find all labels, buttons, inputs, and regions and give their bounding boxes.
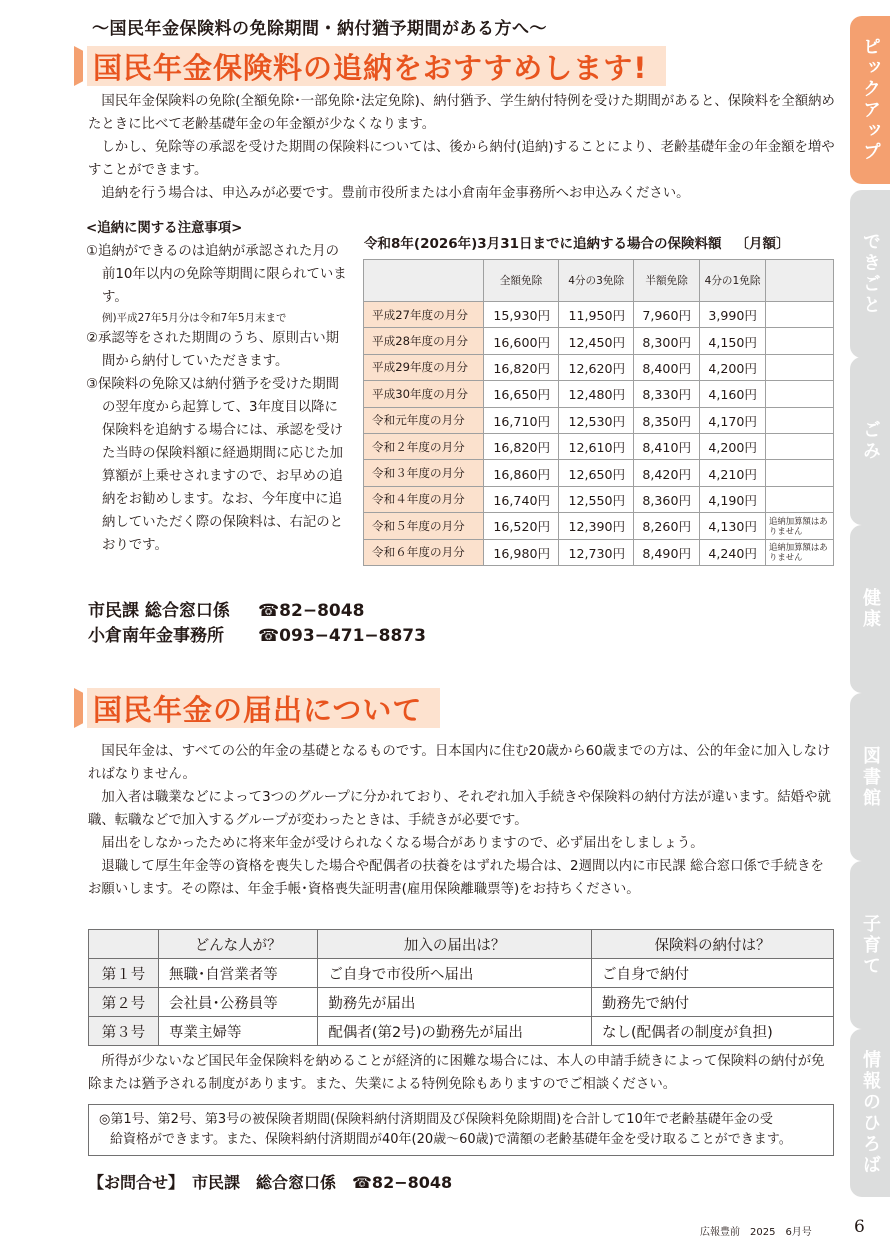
fee-table-header: 4分の1免除	[700, 260, 766, 302]
fee-cell: 4,150円	[700, 328, 766, 354]
fee-cell: 16,980円	[484, 539, 559, 565]
fee-row-label: 平成30年度の月分	[364, 381, 484, 407]
tab-info-plaza[interactable]	[850, 1029, 890, 1197]
table-row	[364, 539, 834, 565]
table-row	[364, 381, 834, 407]
fee-table-header-row	[364, 260, 834, 302]
type-cell: 会社員･公務員等	[159, 988, 318, 1017]
fee-cell: 8,400円	[634, 354, 700, 380]
table-row	[364, 302, 834, 328]
type-cell: 第２号	[89, 988, 159, 1017]
fee-row-label: 令和６年度の月分	[364, 539, 484, 565]
type-table-header: 加入の届出は？	[318, 930, 592, 959]
fee-cell: 12,480円	[559, 381, 634, 407]
fee-table-header	[766, 260, 834, 302]
type-cell: 専業主婦等	[159, 1017, 318, 1046]
fee-cell: 8,260円	[634, 513, 700, 539]
fee-cell: 12,550円	[559, 486, 634, 512]
type-cell: 第３号	[89, 1017, 159, 1046]
body-paragraph: 届出をしなかったために将来年金が受けられなくなる場合がありますので、必ず届出をしましょう。	[101, 836, 704, 851]
fee-cell: 16,740円	[484, 486, 559, 512]
fee-cell: 12,450円	[559, 328, 634, 354]
fee-row-label: 平成28年度の月分	[364, 328, 484, 354]
fee-cell: 16,820円	[484, 354, 559, 380]
section1-title: 国民年金保険料の追納をおすすめします!	[93, 50, 648, 85]
contact-city-office	[88, 596, 364, 621]
fee-cell: 12,620円	[559, 354, 634, 380]
tab-label: 情報のひろば	[860, 1050, 881, 1176]
fee-table-header: 全額免除	[484, 260, 559, 302]
notice-line: 給資格ができます。また、保険料納付済期間が40年(20歳～60歳)で満額の老齢基礎年金を受け取ることができます。	[110, 1132, 792, 1147]
notes-heading: <追納に関する注意事項>	[86, 221, 243, 236]
note-item-2: ②承認等をされた期間のうち、原則古い期間から納付していただきます。	[86, 331, 340, 369]
fee-cell: 4,160円	[700, 381, 766, 407]
fee-cell: 15,930円	[484, 302, 559, 328]
inquiry-contact: 【お問合せ】 市民課 総合窓口係 ☎82−8048	[88, 1173, 453, 1192]
fee-cell: 3,990円	[700, 302, 766, 328]
fee-table-title	[364, 232, 790, 252]
fee-cell: 12,730円	[559, 539, 634, 565]
fee-cell: 8,490円	[634, 539, 700, 565]
type-cell: 勤務先が届出	[318, 988, 592, 1017]
fee-cell: 8,350円	[634, 407, 700, 433]
fee-row-label: 平成27年度の月分	[364, 302, 484, 328]
intro-paragraph: しかし、免除等の承認を受けた期間の保険料については、後から納付(追納)することにより、老齢基礎年金の年金額を増やすことができます。	[88, 140, 835, 178]
fee-table-header: 半額免除	[634, 260, 700, 302]
body-paragraph: 加入者は職業などによって3つのグループに分かれており、それぞれ加入手続きや保険料の納付方法が違います。結婚や就職、転職などで加入するグループが変わったときは、手続きが必要です。	[88, 790, 831, 828]
fee-cell: 4,130円	[700, 513, 766, 539]
note-example: 例)平成27年5月分は令和7年5月末まで	[102, 312, 287, 324]
fee-cell: 12,390円	[559, 513, 634, 539]
intro-paragraph: 国民年金保険料の免除(全額免除･一部免除･法定免除)、納付猶予、学生納付特例を受けた期間があると、保険料を全額納めたときに比べて老齢基礎年金の年金額が少なくなります。	[88, 94, 835, 132]
fee-note-cell	[766, 302, 834, 328]
fee-note-cell: 追納加算額はありません	[766, 539, 834, 565]
table-row	[364, 433, 834, 459]
fee-cell: 4,190円	[700, 486, 766, 512]
fee-cell: 12,650円	[559, 460, 634, 486]
contact-pension-office	[88, 621, 426, 646]
fee-cell: 11,950円	[559, 302, 634, 328]
type-table-header-row	[89, 930, 834, 959]
tab-health[interactable]	[850, 525, 890, 693]
insured-type-table	[88, 929, 834, 1046]
contact-org: 小倉南年金事務所	[88, 626, 224, 646]
exemption-paragraph: 所得が少ないなど国民年金保険料を納めることが経済的に困難な場合には、本人の申請手続きによって保険料の納付が免除または猶予される制度があります。また、失業による特例免除もありますのでご相談ください。	[88, 1054, 825, 1092]
tab-garbage[interactable]	[850, 357, 890, 525]
fee-cell: 8,410円	[634, 433, 700, 459]
fee-note-cell	[766, 381, 834, 407]
table-row	[89, 959, 834, 988]
section2-body	[88, 740, 836, 901]
fee-table-header	[364, 260, 484, 302]
type-cell: なし(配偶者の制度が負担)	[591, 1017, 833, 1046]
notice-line: ◎第1号、第2号、第3号の被保険者期間(保険料納付済期間及び保険料免除期間)を合計して10年で老齢基礎年金の受	[99, 1112, 773, 1127]
fee-cell: 7,960円	[634, 302, 700, 328]
late-payment-fee-table	[363, 259, 834, 566]
late-payment-notes	[86, 217, 348, 557]
fee-cell: 16,600円	[484, 328, 559, 354]
fee-cell: 16,710円	[484, 407, 559, 433]
fee-note-cell	[766, 328, 834, 354]
fee-cell: 4,210円	[700, 460, 766, 486]
page-number: 6	[854, 1217, 865, 1237]
fee-cell: 8,330円	[634, 381, 700, 407]
fee-cell: 4,200円	[700, 433, 766, 459]
fee-row-label: 令和４年度の月分	[364, 486, 484, 512]
fee-note-cell: 追納加算額はありません	[766, 513, 834, 539]
fee-table-header: 4分の3免除	[559, 260, 634, 302]
intro-paragraph: 追納を行う場合は、申込みが必要です。豊前市役所または小倉南年金事務所へお申込みください。	[101, 186, 690, 201]
fee-note-cell	[766, 433, 834, 459]
fee-cell: 16,650円	[484, 381, 559, 407]
fee-table-unit: 〔月額〕	[735, 236, 790, 252]
tab-label: 健康	[860, 588, 881, 630]
fee-cell: 12,610円	[559, 433, 634, 459]
tab-childcare[interactable]	[850, 861, 890, 1029]
section1-title-banner	[74, 46, 666, 86]
contact-org: 市民課 総合窓口係	[88, 601, 230, 621]
tab-label: ごみ	[860, 420, 881, 462]
fee-cell: 4,240円	[700, 539, 766, 565]
fee-cell: 16,820円	[484, 433, 559, 459]
section1-intro	[88, 90, 836, 205]
table-row	[364, 460, 834, 486]
section2-title: 国民年金の届出について	[93, 692, 423, 727]
fee-row-label: 令和５年度の月分	[364, 513, 484, 539]
fee-row-label: 平成29年度の月分	[364, 354, 484, 380]
contact-tel: ☎82−8048	[258, 601, 365, 621]
tab-library[interactable]	[850, 693, 890, 861]
type-table-header	[89, 930, 159, 959]
fee-cell: 4,170円	[700, 407, 766, 433]
fee-cell: 4,200円	[700, 354, 766, 380]
publication-footer: 広報豊前 2025 6月号	[700, 1227, 812, 1238]
tab-label: ピックアップ	[860, 37, 881, 163]
note-item-3: ③保険料の免除又は納付猶予を受けた期間の翌年度から起算して、3年度目以降に保険料を追納する場合には、承認を受けた当時の保険料額に経過期間に応じた加算額が上乗せされますので、お早めの追納をお勧めします。なお、今年度中に追納していただく際の保険料は、右記のとおりです。	[86, 377, 344, 553]
fee-note-cell	[766, 486, 834, 512]
fee-note-cell	[766, 354, 834, 380]
fee-row-label: 令和元年度の月分	[364, 407, 484, 433]
type-cell: ご自身で市役所へ届出	[318, 959, 592, 988]
fee-note-cell	[766, 460, 834, 486]
fee-row-label: 令和３年度の月分	[364, 460, 484, 486]
type-cell: ご自身で納付	[591, 959, 833, 988]
tab-label: 子育て	[860, 913, 881, 977]
section2-title-banner	[74, 688, 440, 728]
fee-cell: 16,860円	[484, 460, 559, 486]
type-cell: 無職･自営業者等	[159, 959, 318, 988]
table-row	[364, 354, 834, 380]
table-row	[364, 407, 834, 433]
body-paragraph: 国民年金は、すべての公的年金の基礎となるものです。日本国内に住む20歳から60歳までの方は、公的年金に加入しなければなりません。	[88, 744, 831, 782]
type-cell: 配偶者(第2号)の勤務先が届出	[318, 1017, 592, 1046]
body-paragraph: 退職して厚生年金等の資格を喪失した場合や配偶者の扶養をはずれた場合は、2週間以内に市民課 総合窓口係で手続きをお願いします。その際は、年金手帳･資格喪失証明書(雇用保険離職票等)をお持ちください。	[88, 859, 824, 897]
fee-cell: 8,300円	[634, 328, 700, 354]
tab-label: できごと	[860, 232, 881, 316]
fee-cell: 16,520円	[484, 513, 559, 539]
type-cell: 第１号	[89, 959, 159, 988]
type-table-header: どんな人が？	[159, 930, 318, 959]
table-row	[89, 1017, 834, 1046]
type-table-header: 保険料の納付は？	[591, 930, 833, 959]
table-row	[89, 988, 834, 1017]
fee-cell: 8,420円	[634, 460, 700, 486]
table-row	[364, 513, 834, 539]
fee-cell: 12,530円	[559, 407, 634, 433]
tab-pickup[interactable]	[850, 16, 890, 184]
banner-mark	[74, 688, 83, 728]
contact-tel: ☎093−471−8873	[258, 626, 426, 646]
banner-mark	[74, 46, 83, 86]
table-row	[364, 486, 834, 512]
eligibility-notice-box	[88, 1104, 834, 1156]
fee-table-title-text: 令和8年(2026年)3月31日までに追納する場合の保険料額	[364, 236, 722, 252]
section1-subheading: ～国民年金保険料の免除期間・納付猶予期間がある方へ～	[92, 19, 547, 39]
fee-row-label: 令和２年度の月分	[364, 433, 484, 459]
tab-label: 図書館	[860, 745, 881, 809]
note-item-1: ①追納ができるのは追納が承認された月の前10年以内の免除等期間に限られています。	[86, 244, 347, 305]
tab-events[interactable]	[850, 190, 890, 358]
type-cell: 勤務先で納付	[591, 988, 833, 1017]
table-row	[364, 328, 834, 354]
fee-cell: 8,360円	[634, 486, 700, 512]
fee-note-cell	[766, 407, 834, 433]
